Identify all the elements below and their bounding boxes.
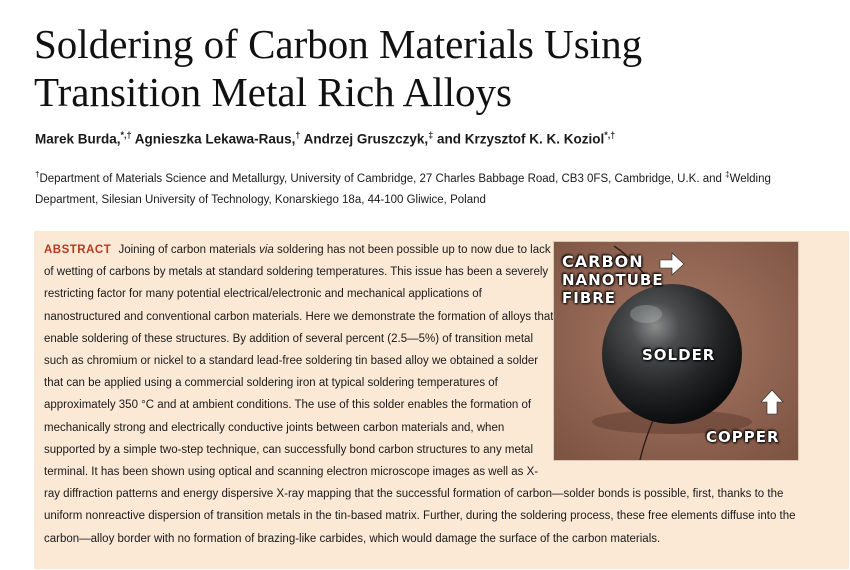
title-line-1: Soldering of Carbon Materials Using xyxy=(34,21,643,67)
label-carbon: CARBON xyxy=(562,252,644,271)
author-marks: † xyxy=(295,130,301,140)
affil-mark: ‡ xyxy=(725,170,730,179)
toc-figure xyxy=(553,241,799,461)
author-marks: *,† xyxy=(120,130,132,140)
author-name: Andrzej Gruszczyk, xyxy=(300,131,429,147)
ball-highlight xyxy=(630,305,662,323)
abstract-intro: Joining of carbon materials xyxy=(118,244,260,256)
author-name: Agnieszka Lekawa-Raus, xyxy=(131,131,296,147)
paper-title xyxy=(34,20,814,116)
label-copper: COPPER xyxy=(706,428,780,446)
label-solder: SOLDER xyxy=(642,346,716,364)
affil-text-1: Department of Materials Science and Metallurgy, University of Cambridge, 27 Charles Babbage Road, CB3 0FS, Cambridge, U.K. and xyxy=(39,172,726,185)
abstract-via: via xyxy=(259,244,274,256)
affiliations xyxy=(35,164,825,211)
title-line-2: Transition Metal Rich Alloys xyxy=(34,69,512,115)
author-name: Marek Burda, xyxy=(35,131,121,147)
affil-text-2: Welding Department, Silesian University of Technology, Konarskiego 18a, 44-100 Gliwice, Poland xyxy=(35,172,771,206)
label-fibre: FIBRE xyxy=(562,289,617,307)
abstract-body: soldering has not been possible up to now due to lack of wetting of carbons by metals at standard soldering temperatures. This issue has been a severely restricting factor for many potential electrical/electronic and mechanical applications of nanostructured and conventional carbon materials. Here we demonstrate the formation of alloys that enable soldering of these structures. By addition of several percent (2.5—5%) of transition metal such as chromium or nickel to a standard lead-free soldering tin based alloy we obtained a solder that can be applied using a commercial soldering iron at typical soldering temperatures of approximately 350 °C and at ambient conditions. The use of this solder enables the formation of mechanically strong and electrically conductive joints between carbon materials and, when supported by a simple two-step technique, can successfully bond carbon structures to any metal terminal. It has been shown using optical and scanning electron microscope images as well as X-ray diffraction patterns and energy dispersive X-ray mapping that the successful formation of carbon—solder bonds is possible, first, thanks to the uniform nonreactive dispersion of transition metals in the tin-based matrix. Further, during the soldering process, these free elements diffuse into the carbon—alloy border with no formation of brazing-like carbides, which would damage the surface of the carbon materials. xyxy=(44,244,796,545)
author-name: and Krzysztof K. K. Koziol xyxy=(433,131,605,147)
label-nanotube: NANOTUBE xyxy=(562,271,664,289)
abstract-label: ABSTRACT xyxy=(44,244,112,256)
affil-mark: † xyxy=(35,170,40,179)
author-marks: *,† xyxy=(604,130,616,140)
author-marks: ‡ xyxy=(428,130,434,140)
author-list xyxy=(35,130,835,147)
